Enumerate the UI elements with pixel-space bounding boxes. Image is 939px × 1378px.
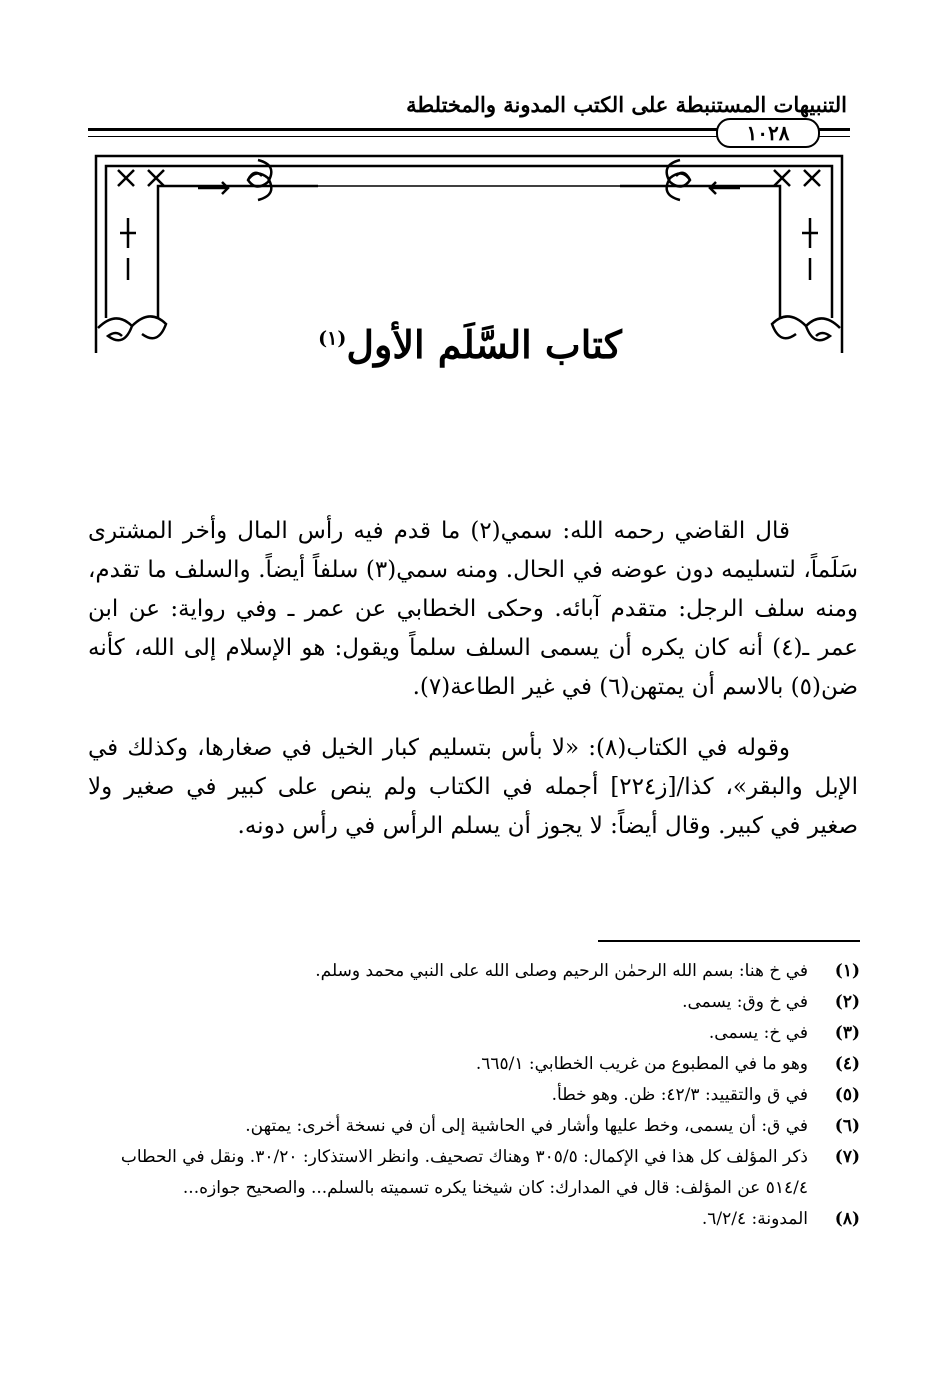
footnote-number: (٥) [834,1085,860,1105]
footnote-text: وهو ما في المطبوع من غريب الخطابي: ٦٦٥/١. [475,1054,808,1074]
footnote-3 [80,1018,860,1049]
footnote-7 [80,1142,860,1204]
main-text [88,512,858,846]
footnote-number: (٧) [834,1147,860,1167]
running-title: التنبيهات المستنبطة على الكتب المدونة والمختلطة [406,92,847,117]
chapter-title-text: كتاب السَّلَم الأول [346,322,622,367]
footnote-text: في خ: يسمى. [708,1023,808,1043]
footnote-text: في خ هنا: بسم الله الرحمٰن الرحيم وصلى الله على النبي محمد وسلم. [315,961,808,981]
paragraph-2: وقوله في الكتاب(٨): «لا بأس بتسليم كبار الخيل في صغارها، وكذلك في الإبل والبقر»، كذا/[ز٢٢٤] أجمله في الكتاب ولم ينص على كبير في صغير ولا صغير في كبير. وقال أيضاً: لا يجوز أن يسلم الرأس في رأس دونه. [88,735,858,839]
paragraph-1: قال القاضي رحمه الله: سمي(٢) ما قدم فيه رأس المال وأخر المشترى سَلَماً، لتسليمه دون عوضه في الحال. ومنه سمي(٣) سلفاً أيضاً. والسلف ما تقدم، ومنه سلف الرجل: متقدم آبائه. وحكى الخطابي عن عمر ـ وفي رواية: عن ابن عمر ـ(٤) أنه كان يكره أن يسمى السلف سلماً ويقول: هو الإسلام إلى الله، كأنه ضن(٥) بالاسم أن يمتهن(٦) في غير الطاعة(٧). [88,518,859,700]
chapter-title [230,322,710,367]
footnote-number: (١) [834,961,860,981]
footnote-number: (٣) [834,1023,860,1043]
footnote-separator [598,940,860,942]
footnote-text: في خ وق: يسمى. [682,992,808,1012]
footnote-5 [80,1080,860,1111]
footnotes [80,956,860,1235]
footnote-8 [80,1204,860,1235]
footnote-text: ذكر المؤلف كل هذا في الإكمال: ٣٠٥/٥ وهناك تصحيف. وانظر الاستذكار: ٣٠/٢٠. ونقل في الحطاب ٥١٤/٤ عن المؤلف: قال في المدارك: كان شيخنا يكره تسميته بالسلم... والصحيح جوازه... [120,1147,808,1198]
footnote-4 [80,1049,860,1080]
chapter-note-mark: (١) [318,327,347,350]
footnote-2 [80,987,860,1018]
footnote-number: (٨) [834,1209,860,1229]
footnote-number: (٤) [834,1054,860,1074]
footnote-text: المدونة: ٦/٢/٤. [701,1209,808,1229]
footnote-number: (٦) [834,1116,860,1136]
page-number: ١٠٢٨ [716,118,820,148]
footnote-1 [80,956,860,987]
footnote-text: في ق: أن يسمى، وخط عليها وأشار في الحاشية إلى أن في نسخة أخرى: يمتهن. [245,1116,808,1136]
footnote-text: في ق والتقييد: ٤٢/٣: ظن. وهو خطأ. [551,1085,808,1105]
footnote-6 [80,1111,860,1142]
footnote-number: (٢) [834,992,860,1012]
